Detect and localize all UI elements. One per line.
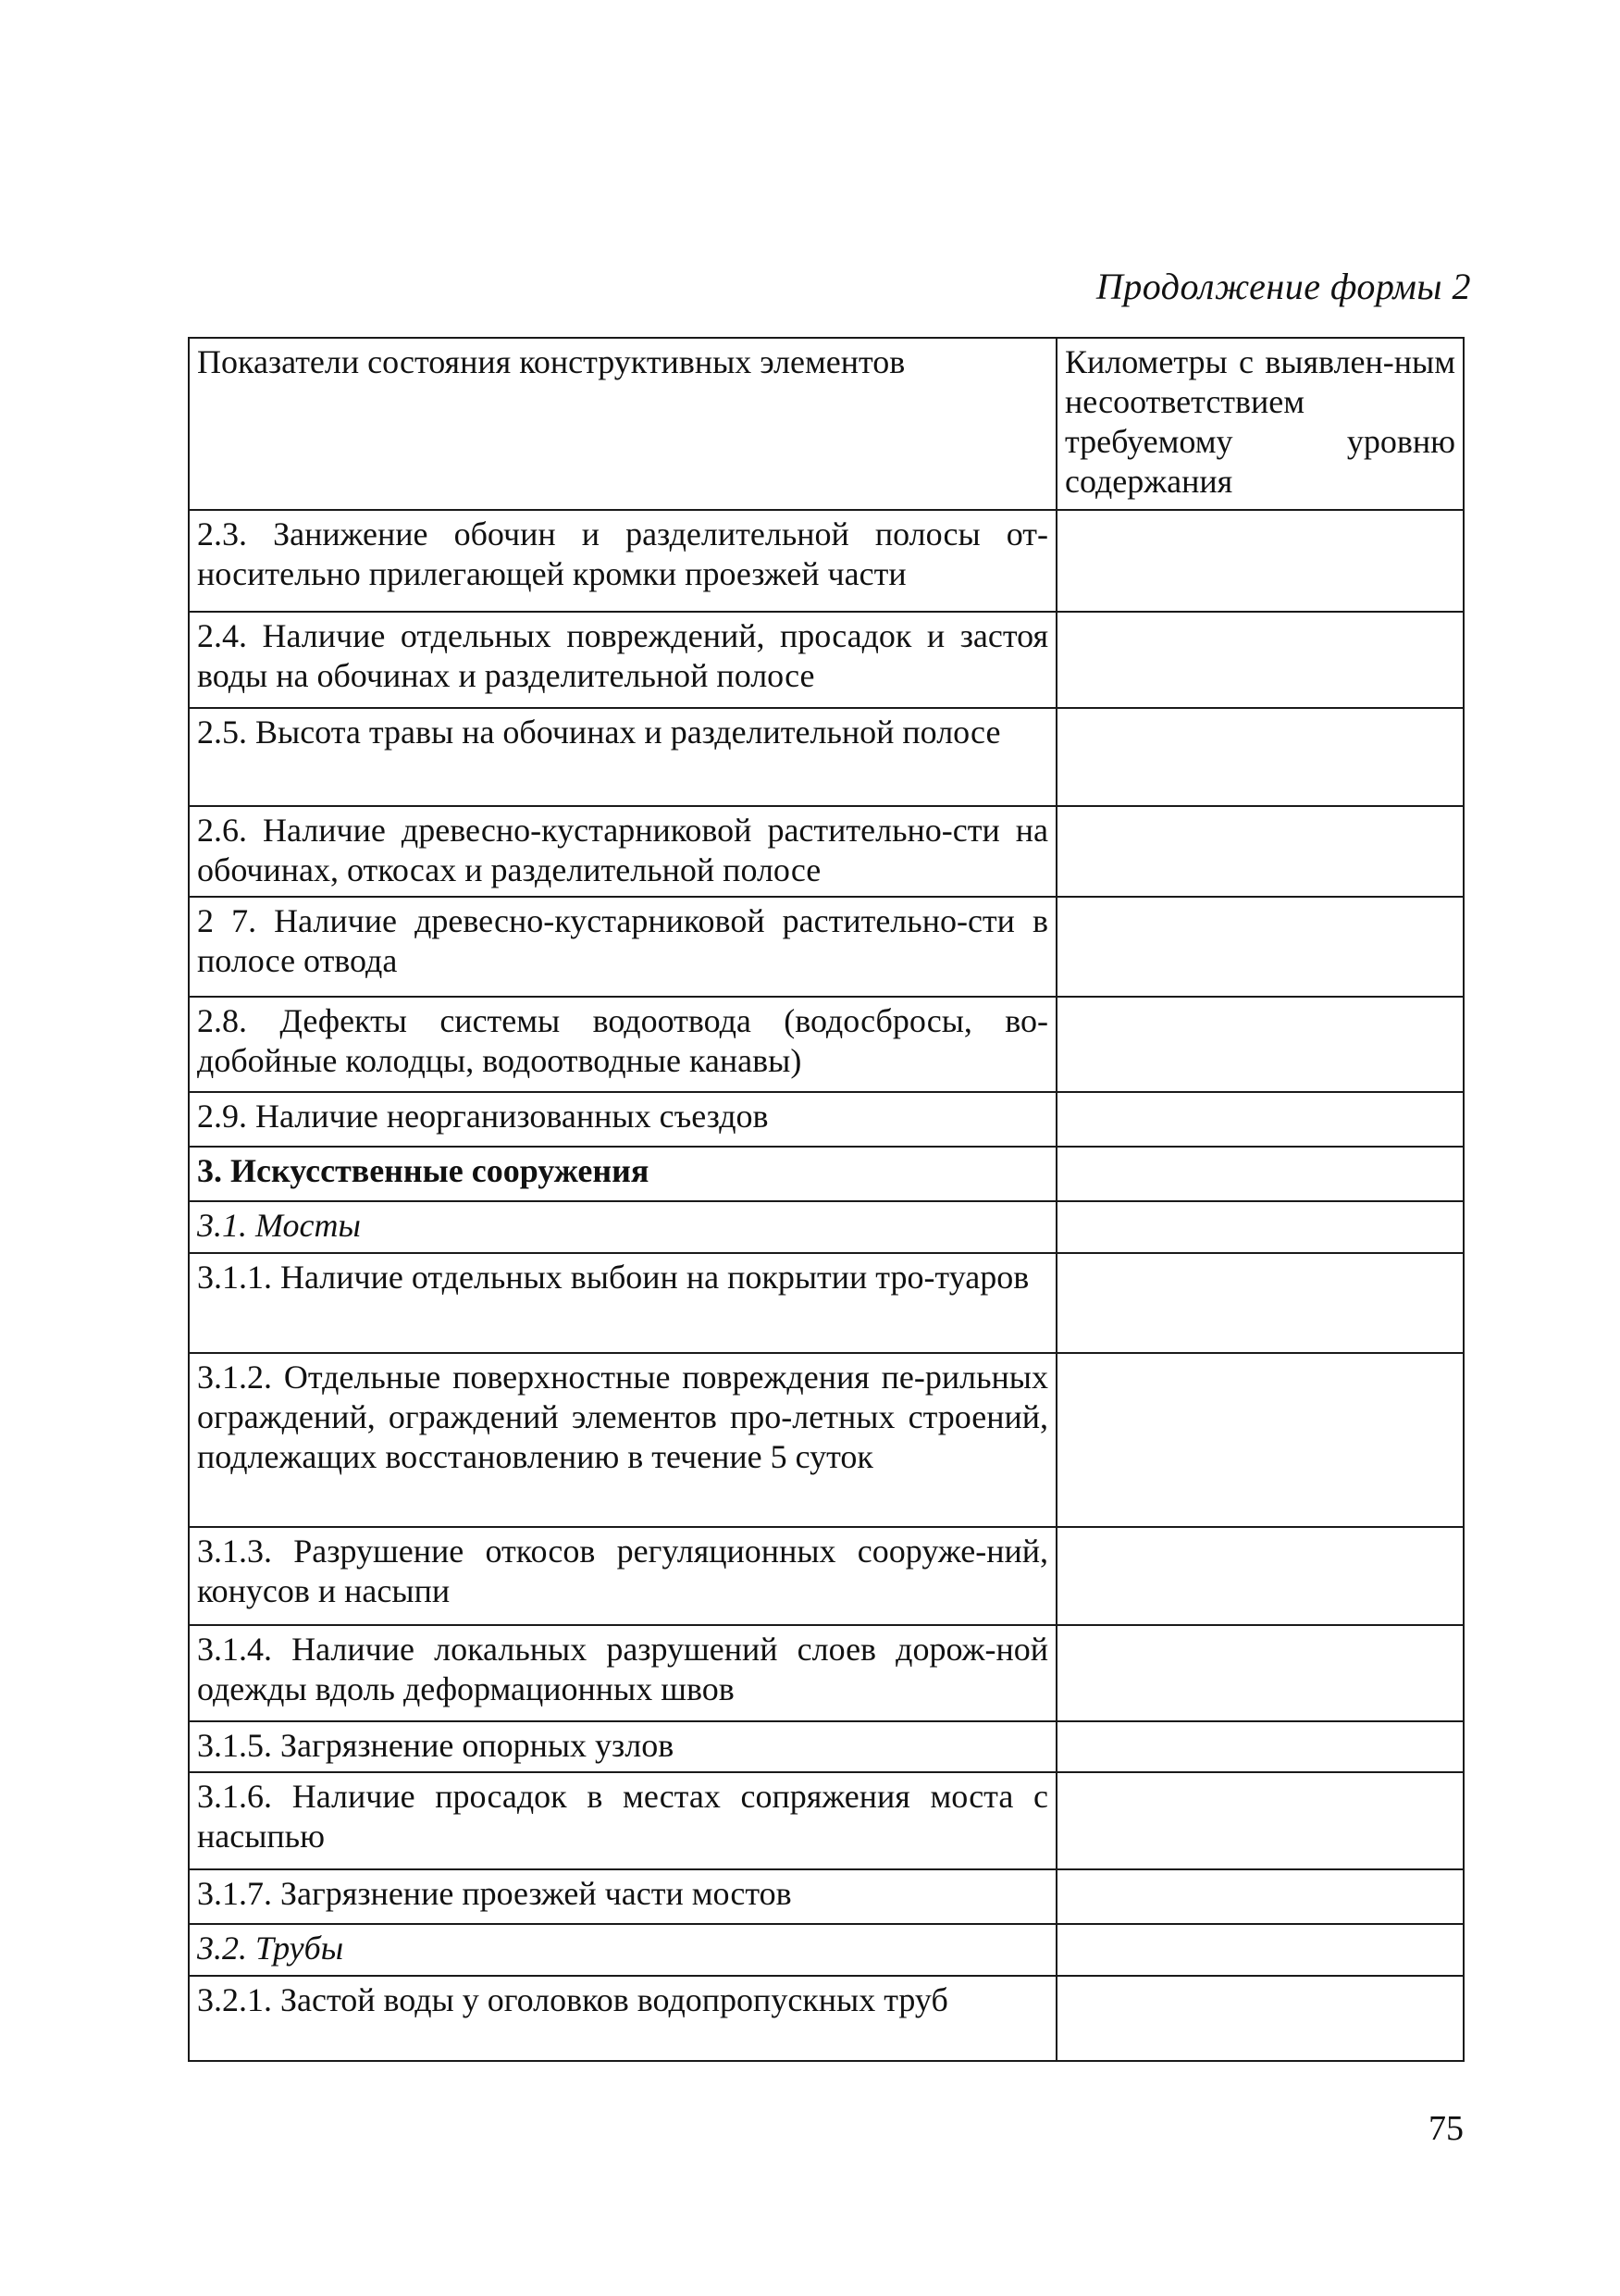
table-row (189, 1772, 1464, 1869)
row-text: 2.3. Занижение обочин и разделительной полосы от-носительно прилегающей кромки проезжей части (189, 510, 1057, 612)
row-value-cell (1057, 612, 1464, 708)
row-value-cell (1057, 1253, 1464, 1353)
subsection-heading: 3.1. Мосты (189, 1201, 1057, 1253)
row-text: 2 7. Наличие древесно-кустарниковой растительно-сти в полосе отвода (189, 897, 1057, 997)
row-value-cell (1057, 510, 1464, 612)
row-value-cell (1057, 1772, 1464, 1869)
row-text: 3.1.5. Загрязнение опорных узлов (189, 1721, 1057, 1772)
row-value-cell (1057, 708, 1464, 806)
header-kilometers: Километры с выявлен-ным несоответствием требуемому уровню содержания (1057, 338, 1464, 510)
row-value-cell (1057, 806, 1464, 897)
table-row-subsection (189, 1924, 1464, 1976)
table-row-subsection (189, 1201, 1464, 1253)
table-row (189, 1092, 1464, 1147)
row-text: 3.1.7. Загрязнение проезжей части мостов (189, 1869, 1057, 1924)
table-row (189, 1869, 1464, 1924)
row-value-cell (1057, 1147, 1464, 1201)
table-row (189, 612, 1464, 708)
row-value-cell (1057, 1924, 1464, 1976)
row-value-cell (1057, 1721, 1464, 1772)
row-text: 3.1.2. Отдельные поверхностные повреждения пе-рильных ограждений, ограждений элементов про-летных строений, подлежащих восстановлению в течение 5 суток (189, 1353, 1057, 1527)
row-value-cell (1057, 1353, 1464, 1527)
row-value-cell (1057, 997, 1464, 1092)
row-text: 3.1.3. Разрушение откосов регуляционных сооруже-ний, конусов и насыпи (189, 1527, 1057, 1625)
table-row (189, 997, 1464, 1092)
row-value-cell (1057, 1976, 1464, 2061)
row-text: 3.1.6. Наличие просадок в местах сопряжения моста с насыпью (189, 1772, 1057, 1869)
section-heading: 3. Искусственные сооружения (189, 1147, 1057, 1201)
table-row (189, 1625, 1464, 1721)
subsection-heading: 3.2. Трубы (189, 1924, 1057, 1976)
table-row (189, 1527, 1464, 1625)
form-continuation-label: Продолжение формы 2 (1095, 266, 1471, 307)
row-value-cell (1057, 1092, 1464, 1147)
row-text: 2.8. Дефекты системы водоотвода (водосбросы, во-добойные колодцы, водоотводные канавы) (189, 997, 1057, 1092)
row-text: 3.1.1. Наличие отдельных выбоин на покрытии тро-туаров (189, 1253, 1057, 1353)
page-number: 75 (1428, 2109, 1464, 2148)
row-text: 2.5. Высота травы на обочинах и разделительной полосе (189, 708, 1057, 806)
condition-indicators-table (188, 337, 1465, 2062)
table-row (189, 806, 1464, 897)
table-header-row (189, 338, 1464, 510)
table-row-section (189, 1147, 1464, 1201)
table-row (189, 1976, 1464, 2061)
row-text: 2.6. Наличие древесно-кустарниковой растительно-сти на обочинах, откосах и разделительной полосе (189, 806, 1057, 897)
header-indicators: Показатели состояния конструктивных элементов (189, 338, 1057, 510)
table-row (189, 1253, 1464, 1353)
row-value-cell (1057, 1201, 1464, 1253)
row-text: 3.2.1. Застой воды у оголовков водопропускных труб (189, 1976, 1057, 2061)
row-value-cell (1057, 1527, 1464, 1625)
table-row (189, 510, 1464, 612)
row-value-cell (1057, 897, 1464, 997)
row-text: 3.1.4. Наличие локальных разрушений слоев дорож-ной одежды вдоль деформационных швов (189, 1625, 1057, 1721)
row-value-cell (1057, 1625, 1464, 1721)
table-row (189, 708, 1464, 806)
row-text: 2.9. Наличие неорганизованных съездов (189, 1092, 1057, 1147)
row-text: 2.4. Наличие отдельных повреждений, просадок и застоя воды на обочинах и разделительной полосе (189, 612, 1057, 708)
table-row (189, 1721, 1464, 1772)
table-row (189, 897, 1464, 997)
table-row (189, 1353, 1464, 1527)
row-value-cell (1057, 1869, 1464, 1924)
